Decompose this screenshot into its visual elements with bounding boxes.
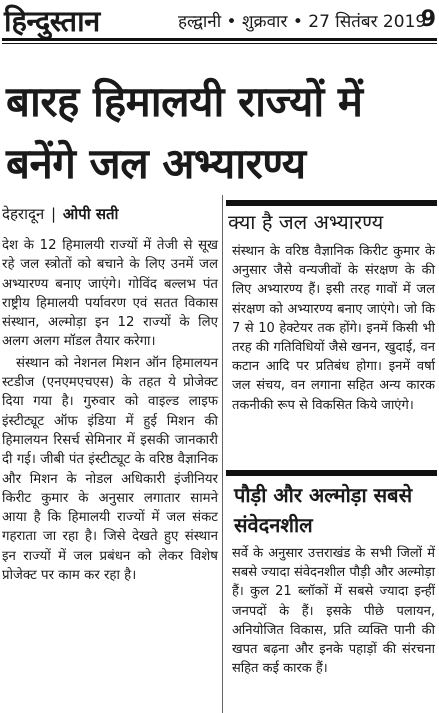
byline-reporter: ओपी सती (62, 205, 119, 223)
masthead-rule (2, 38, 437, 41)
sidebar-body: सर्वे के अनुसार उत्तराखंड के सभी जिलों में सबसे ज्यादा संवेदनशील पौड़ी और अल्मोड़ा हैं। कुल 21 ब्लॉकों में सबसे ज्यादा इन्हीं जनपदों के हैं। इसके पीछे पलायन, अनियोजित विकास, प्रति व्यक्ति पानी की खपत बढ़ना और इनके पहाड़ों की संरचना सहित कई कारक हैं। (232, 546, 435, 677)
headline-line-1: बारह हिमालयी राज्यों में (6, 77, 363, 126)
sidebar-title-line-2: संवेदनशील (234, 513, 313, 537)
issue-date: 27 सितंबर 2019 (308, 12, 427, 32)
byline-place: देहरादून (2, 205, 45, 223)
bullet-1: • (226, 12, 237, 32)
masthead-rule-thin (2, 43, 437, 44)
sidebar-body: संस्थान के वरिष्ठ वैज्ञानिक किरीट कुमार के अनुसार जैसे वन्यजीवों के संरक्षण के की लिए अभ्यारण्य हैं। इसी तरह गावों में जल संरक्षण को अभ्यारण्य बनाए जाएंगे। जो कि 7 से 10 हेक्टेयर तक होंगे। इनमें किसी भी तरह की गतिविधियों जैसे खनन, खुदाई, वन कटान आदि पर प्रतिबंध होगा। इनमें वर्षा जल संचय, वन लगाना सहित अन्य कारक तकनीकी रूप से विकसित किये जाएंगे। (232, 244, 435, 413)
article-paragraph: देश के 12 हिमालयी राज्यों में तेजी से सूख रहे जल स्त्रोतों को बचाने के लिए उनमें जल अभ्यारण्य बनाए जाएंगे। गोविंद बल्लभ पंत राष्ट्रीय हिमालयी पर्यावरण एवं सतत विकास संस्थान, अल्मोड़ा इन 12 राज्यों के लिए अलग अलग मॉडल तैयार करेगा। (2, 238, 218, 350)
article-paragraph: संस्थान को नेशनल मिशन ऑन हिमालयन स्टडीज (एनएमएचएस) के तहत ये प्रोजेक्ट दिया गया है। गुरुवार को वाइल्ड लाइफ इंस्टीट्यूट ऑफ इंडिया में हुई मिशन की हिमालयन रिसर्च सेमिनार में इसकी जानकारी दी गई। जीबी पंत इंस्टीट्यूट के वरिष्ठ वैज्ञानिक और मिशन के नोडल अधिकारी इंजीनियर किरीट कुमार के अनुसार लगातार सामने आया है कि हिमालयी राज्यों में जल संकट गहराता जा रहा है। जिसे देखते हुए संस्थान इन राज्यों में जल प्रबंधन को लेकर विशेष प्रोजेक्ट पर काम कर रहा है। (2, 355, 218, 584)
sidebar-title (226, 476, 437, 540)
column-divider (222, 195, 223, 713)
weekday: शुक्रवार (241, 12, 288, 32)
byline-separator: | (51, 205, 57, 223)
sidebar-title: क्या है जल अभ्यारण्य (228, 210, 384, 234)
bullet-2: • (292, 12, 303, 32)
sidebar-box-what-is (226, 200, 437, 472)
headline-line-2: बनेंगे जल अभ्यारण्य (6, 139, 306, 188)
newspaper-logo: हिन्दुस्तान (4, 4, 100, 38)
page-number: 9 (420, 7, 436, 32)
article-body (2, 236, 218, 587)
city-name: हल्द्वानी (178, 12, 222, 32)
dateline (178, 9, 426, 32)
sidebar-title-line-1: पौड़ी और अल्मोड़ा सबसे (234, 483, 413, 507)
byline (2, 204, 118, 224)
sidebar-box-sensitive (226, 470, 437, 678)
masthead (0, 0, 439, 38)
